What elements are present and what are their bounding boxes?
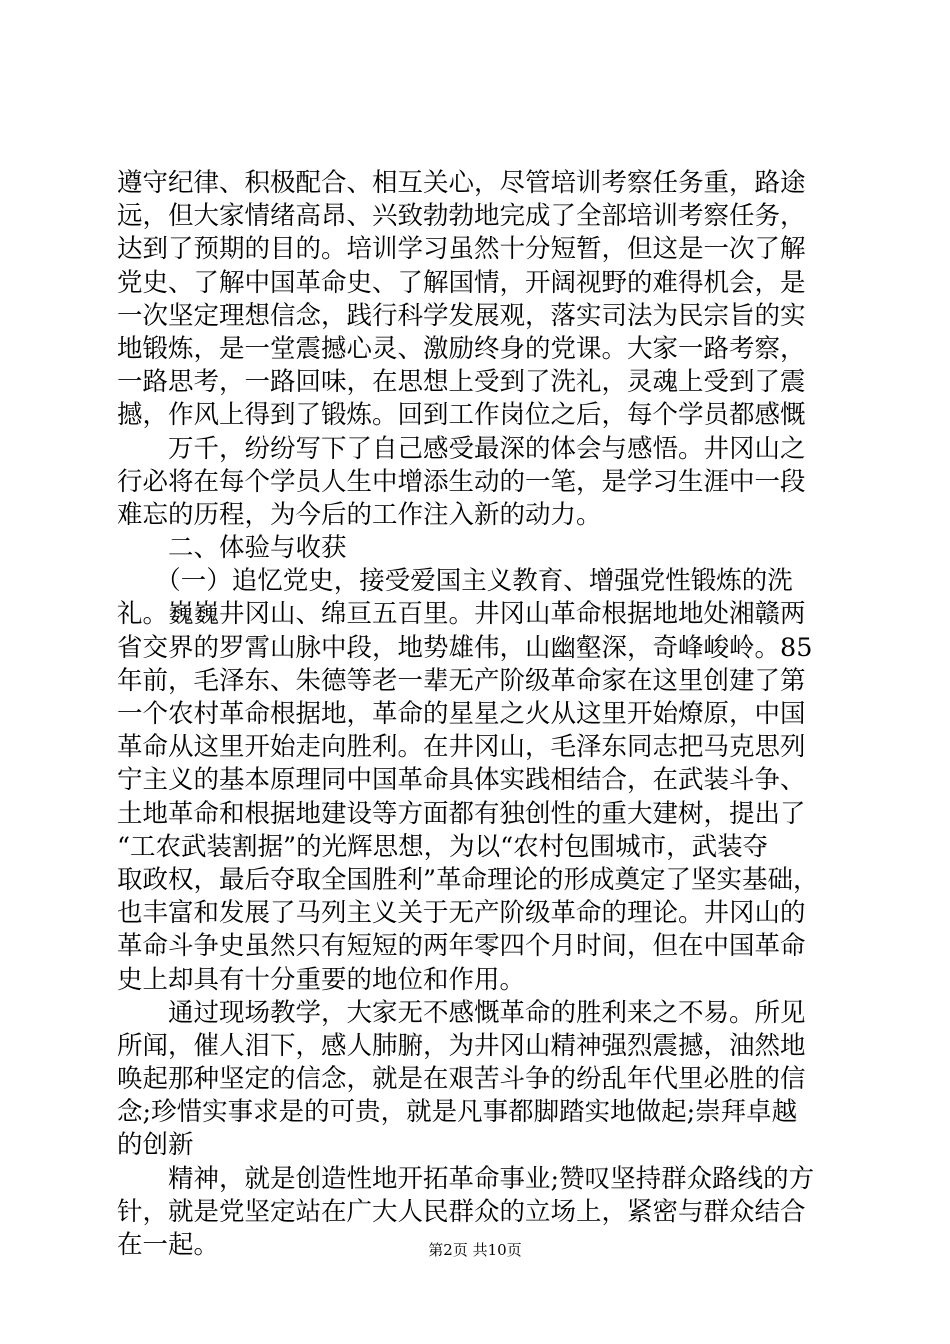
page-number-footer: 第2页 共10页 (428, 1241, 522, 1259)
text-line: 行必将在每个学员人生中增添生动的一笔，是学习生涯中一段 (117, 466, 806, 497)
text-line: 革命斗争史虽然只有短短的两年零四个月时间，但在中国革命 (117, 931, 806, 962)
text-line: 年前，毛泽东、朱德等老一辈无产阶级革命家在这里创建了第 (117, 665, 806, 696)
text-line: 也丰富和发展了马列主义关于无产阶级革命的理论。井冈山的 (117, 898, 806, 929)
text-line: 取政权，最后夺取全国胜利”革命理论的形成奠定了坚实基础， (117, 864, 819, 895)
text-line: 远，但大家情绪高昂、兴致勃勃地完成了全部培训考察任务， (117, 201, 806, 232)
text-line: “工农武装割据”的光辉思想，为以“农村包围城市，武装夺 (117, 831, 769, 862)
text-line: 精神，就是创造性地开拓革命事业;赞叹坚持群众路线的方 (117, 1163, 815, 1194)
text-line: 难忘的历程，为今后的工作注入新的动力。 (117, 499, 602, 530)
text-line: 达到了预期的目的。培训学习虽然十分短暂，但这是一次了解 (117, 234, 806, 265)
text-line: 在一起。 (117, 1230, 220, 1260)
text-line: 唤起那种坚定的信念，就是在艰苦斗争的纷乱年代里必胜的信 (117, 1064, 806, 1095)
text-line: 的创新 (117, 1130, 194, 1161)
text-line: 万千，纷纷写下了自己感受最深的体会与感悟。井冈山之 (117, 433, 806, 464)
text-line: （一）追忆党史，接受爱国主义教育、增强党性锻炼的洗 (117, 566, 793, 597)
text-line: 礼。巍巍井冈山、绵亘五百里。井冈山革命根据地地处湘赣两 (117, 599, 806, 630)
text-line: 一个农村革命根据地，革命的星星之火从这里开始燎原，中国 (117, 699, 806, 729)
text-line: 一次坚定理想信念，践行科学发展观，落实司法为民宗旨的实 (117, 300, 806, 331)
text-line: 宁主义的基本原理同中国革命具体实践相结合，在武装斗争、 (117, 765, 806, 796)
text-line: 所闻，催人泪下，感人肺腑，为井冈山精神强烈震撼，油然地 (117, 1030, 806, 1061)
text-line: 省交界的罗霄山脉中段，地势雄伟，山幽壑深，奇峰峻岭。85 (117, 632, 813, 663)
text-line: 针，就是党坚定站在广大人民群众的立场上，紧密与群众结合 (117, 1196, 806, 1227)
section-heading: 二、体验与收获 (117, 533, 347, 564)
text-line: 通过现场教学，大家无不感慨革命的胜利来之不易。所见 (117, 997, 806, 1028)
text-line: 革命从这里开始走向胜利。在井冈山，毛泽东同志把马克思列 (117, 732, 806, 763)
text-line: 地锻炼，是一堂震撼心灵、激励终身的党课。大家一路考察， (117, 333, 806, 364)
text-line: 撼，作风上得到了锻炼。回到工作岗位之后，每个学员都感慨 (117, 400, 806, 431)
text-line: 党史、了解中国革命史、了解国情，开阔视野的难得机会，是 (117, 267, 806, 298)
text-line: 一路思考，一路回味，在思想上受到了洗礼，灵魂上受到了震 (117, 367, 806, 398)
text-line: 土地革命和根据地建设等方面都有独创性的重大建树，提出了 (117, 798, 806, 829)
body-text (117, 167, 837, 1262)
text-line: 遵守纪律、积极配合、相互关心，尽管培训考察任务重，路途 (117, 168, 806, 198)
text-line: 史上却具有十分重要的地位和作用。 (117, 964, 526, 995)
text-line: 念;珍惜实事求是的可贵，就是凡事都脚踏实地做起;崇拜卓越 (117, 1097, 798, 1128)
